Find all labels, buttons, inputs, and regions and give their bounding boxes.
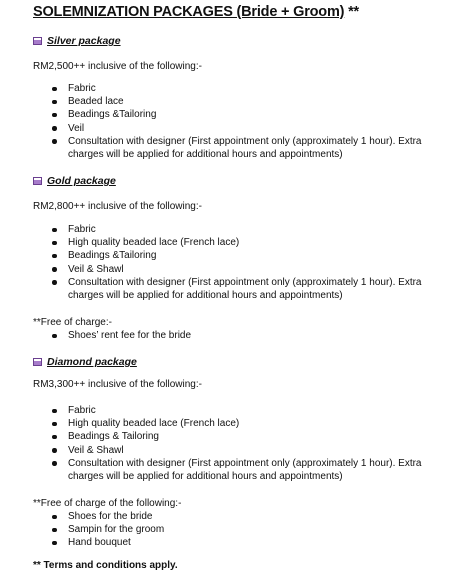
package-price-diamond: RM3,300++ inclusive of the following:- bbox=[33, 379, 202, 390]
package-bullet-icon bbox=[33, 358, 42, 366]
list-item: Hand bouquet bbox=[50, 536, 455, 549]
page-title bbox=[33, 4, 359, 20]
list-item: Fabric bbox=[50, 223, 455, 236]
list-item: Shoes’ rent fee for the bride bbox=[50, 329, 455, 342]
free-items-gold bbox=[50, 329, 455, 342]
list-item: Veil & Shawl bbox=[50, 263, 455, 276]
package-items-gold bbox=[50, 223, 455, 302]
list-item: Beadings &Tailoring bbox=[50, 249, 455, 262]
package-name-gold: Gold package bbox=[47, 175, 116, 187]
list-item: Sampin for the groom bbox=[50, 523, 455, 536]
free-items-diamond bbox=[50, 510, 455, 550]
free-of-charge-label-diamond: **Free of charge of the following:- bbox=[33, 498, 182, 509]
list-item: Veil bbox=[50, 122, 455, 135]
page-title-suffix: ** bbox=[344, 4, 359, 20]
package-items-diamond bbox=[50, 404, 455, 483]
package-price-gold: RM2,800++ inclusive of the following:- bbox=[33, 201, 202, 212]
package-heading-gold bbox=[33, 175, 116, 187]
list-item: Beaded lace bbox=[50, 95, 455, 108]
list-item: Shoes for the bride bbox=[50, 510, 455, 523]
package-name-diamond: Diamond package bbox=[47, 356, 137, 368]
package-price-silver: RM2,500++ inclusive of the following:- bbox=[33, 61, 202, 72]
list-item: Fabric bbox=[50, 82, 455, 95]
list-item: Fabric bbox=[50, 404, 455, 417]
package-heading-silver bbox=[33, 35, 121, 47]
list-item: High quality beaded lace (French lace) bbox=[50, 236, 455, 249]
package-items-silver bbox=[50, 82, 455, 161]
page-title-main: SOLEMNIZATION PACKAGES (Bride + Groom) bbox=[33, 4, 345, 20]
package-bullet-icon bbox=[33, 177, 42, 185]
package-name-silver: Silver package bbox=[47, 35, 121, 47]
list-item: Consultation with designer (First appointment only (approximately 1 hour). Extra charges will be applied for additional hours and appointments) bbox=[50, 457, 455, 483]
package-heading-diamond bbox=[33, 356, 137, 368]
free-of-charge-label-gold: **Free of charge:- bbox=[33, 317, 112, 328]
list-item: Consultation with designer (First appointment only (approximately 1 hour). Extra charges will be applied for additional hours and appointments) bbox=[50, 276, 455, 302]
terms-note: ** Terms and conditions apply. bbox=[33, 560, 178, 571]
list-item: Beadings &Tailoring bbox=[50, 108, 455, 121]
list-item: High quality beaded lace (French lace) bbox=[50, 417, 455, 430]
package-bullet-icon bbox=[33, 37, 42, 45]
list-item: Beadings & Tailoring bbox=[50, 430, 455, 443]
list-item: Veil & Shawl bbox=[50, 444, 455, 457]
list-item: Consultation with designer (First appointment only (approximately 1 hour). Extra charges will be applied for additional hours and appointments) bbox=[50, 135, 455, 161]
